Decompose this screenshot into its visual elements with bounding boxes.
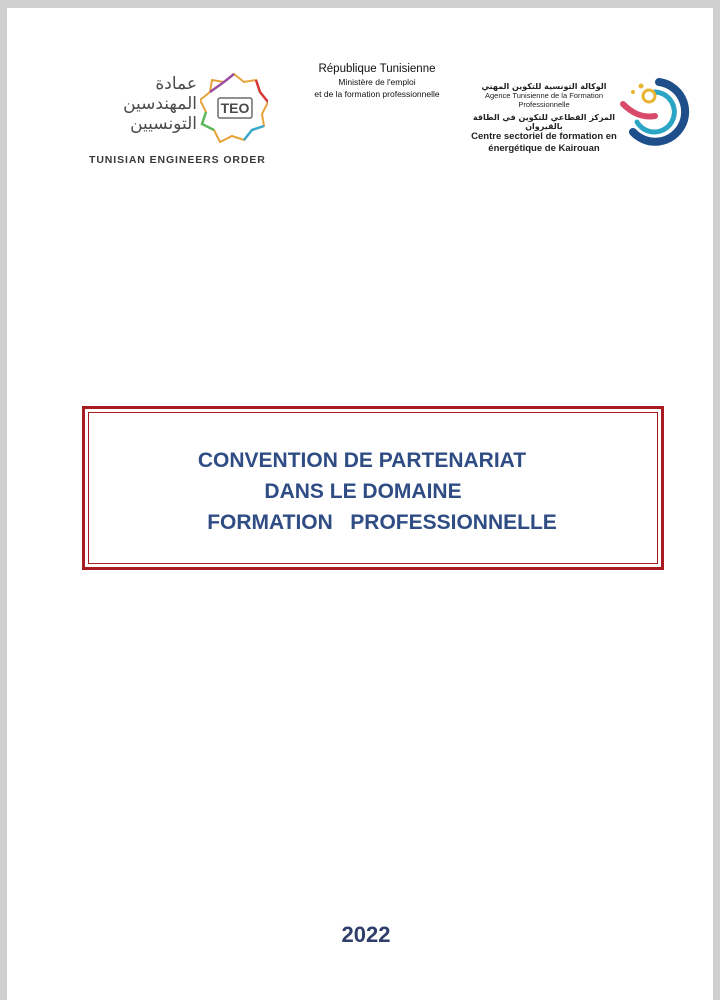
center-french-line-2: énergétique de Kairouan: [488, 143, 600, 154]
title-line-3: FORMATION PROFESSIONNELLE: [207, 511, 557, 534]
document-page: [7, 8, 713, 1000]
center-french-line-1: Centre sectoriel de formation en: [471, 131, 617, 142]
teo-arabic-line-3: التونسيين: [130, 114, 197, 134]
document-year: 2022: [341, 922, 391, 947]
ministry-line-2: et de la formation professionnelle: [314, 89, 440, 99]
teo-arabic-line-1: عمادة: [155, 74, 197, 94]
title-line-1: CONVENTION DE PARTENARIAT: [197, 449, 527, 472]
title-box: [82, 406, 664, 570]
teo-arabic-name: [77, 74, 197, 134]
center-arabic: المركز القطاعي للتكوين في الطاقة بالقيروان: [472, 113, 616, 131]
atfp-swirl-icon: [619, 76, 691, 146]
agency-arabic: الوكالة التونسية للتكوين المهني: [481, 82, 607, 91]
ministry-line-1: Ministère de l'emploi: [338, 77, 416, 87]
teo-caption: TUNISIAN ENGINEERS ORDER: [89, 154, 266, 166]
agency-french: Agence Tunisienne de la Formation Professionnelle: [485, 91, 603, 109]
teo-logo: [85, 68, 285, 178]
teo-arabic-line-2: المهندسين: [123, 94, 197, 114]
republic-label: République Tunisienne: [318, 63, 436, 75]
atfp-text: [469, 82, 619, 155]
teo-emblem-text: TEO: [220, 100, 250, 116]
teo-gear-icon: [200, 72, 268, 144]
government-header: [287, 62, 467, 100]
document-title: [85, 445, 661, 538]
title-line-2: DANS LE DOMAINE: [264, 480, 462, 503]
atfp-logo: [469, 82, 709, 182]
